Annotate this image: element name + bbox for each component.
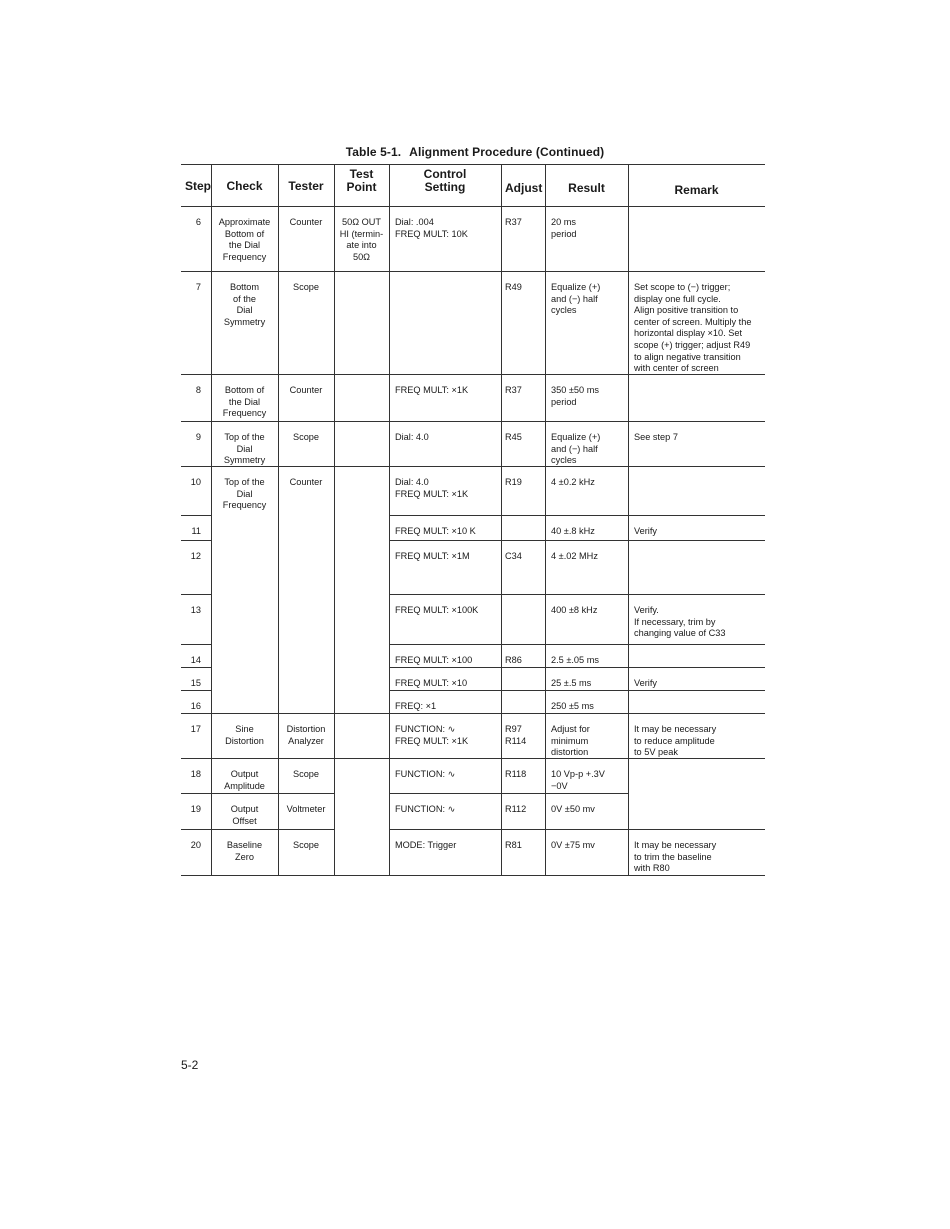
cell-step: 13	[190, 605, 201, 615]
cell-check: Baseline Zero	[226, 840, 263, 862]
table-top-rule	[181, 164, 765, 165]
row-rule	[181, 793, 334, 794]
header-control: Control Setting	[423, 167, 467, 194]
column-divider	[545, 164, 546, 875]
cell-check: Sine Distortion	[225, 724, 264, 746]
cell-result: 25 ±.5 ms	[551, 678, 592, 688]
alignment-procedure-table	[181, 164, 765, 875]
cell-remark: It may be necessary to reduce amplitude to 5V peak	[634, 724, 717, 758]
row-rule	[181, 758, 334, 759]
cell-control: Dial: .004 FREQ MULT: 10K	[395, 217, 468, 239]
cell-control: Dial: 4.0	[395, 432, 429, 442]
table-title-text: Alignment Procedure (Continued)	[409, 145, 605, 159]
page-number: 5-2	[181, 1058, 199, 1072]
row-rule	[181, 515, 211, 516]
cell-check: Bottom of the Dial Symmetry	[223, 282, 266, 327]
column-divider	[211, 164, 212, 875]
header-tester: Tester	[288, 179, 324, 193]
cell-result: 4 ±0.2 kHz	[551, 477, 595, 487]
cell-step: 9	[195, 432, 201, 442]
cell-remark: Verify	[634, 526, 657, 536]
header-step: Step	[185, 179, 212, 193]
row-rule	[389, 690, 765, 691]
cell-control: FREQ MULT: ×1M	[395, 551, 470, 561]
header-remark: Remark	[674, 183, 719, 197]
row-rule	[389, 644, 765, 645]
cell-control: Dial: 4.0 FREQ MULT: ×1K	[395, 477, 469, 499]
cell-tester: Scope	[292, 282, 320, 292]
cell-adjust: R118	[505, 769, 527, 779]
header-test-point: Test Point	[346, 167, 377, 194]
header-bottom-rule	[181, 206, 765, 207]
row-rule	[181, 713, 765, 714]
cell-step: 20	[190, 840, 201, 850]
cell-adjust: R37	[505, 217, 522, 227]
table-bottom-rule	[181, 875, 765, 876]
cell-result: 400 ±8 kHz	[551, 605, 598, 615]
cell-tester: Scope	[292, 840, 320, 850]
row-rule	[389, 667, 765, 668]
row-rule	[389, 793, 628, 794]
cell-tester: Scope	[292, 432, 320, 442]
cell-step: 18	[190, 769, 201, 779]
column-divider	[334, 164, 335, 875]
cell-control: FUNCTION: ∿ FREQ MULT: ×1K	[395, 724, 469, 746]
row-rule	[181, 271, 765, 272]
cell-step: 15	[190, 678, 201, 688]
cell-control: FUNCTION: ∿	[395, 769, 456, 779]
cell-step: 10	[190, 477, 201, 487]
row-rule	[181, 374, 765, 375]
cell-adjust: C34	[505, 551, 522, 561]
row-rule	[181, 540, 211, 541]
row-rule	[389, 594, 765, 595]
table-title-label: Table 5-1.	[345, 145, 402, 159]
cell-result: 40 ±.8 kHz	[551, 526, 595, 536]
cell-adjust: R97 R114	[505, 724, 527, 746]
cell-check: Top of the Dial Symmetry	[223, 432, 266, 466]
cell-step: 17	[190, 724, 201, 734]
row-rule	[389, 540, 765, 541]
cell-test-point: 50Ω OUT HI (termin- ate into 50Ω	[339, 217, 384, 262]
row-rule	[389, 829, 765, 830]
cell-adjust: R81	[505, 840, 522, 850]
cell-control: FREQ MULT: ×100K	[395, 605, 479, 615]
cell-remark: Verify	[634, 678, 657, 688]
column-divider	[389, 164, 390, 875]
cell-remark: It may be necessary to trim the baseline with R80	[634, 840, 717, 874]
cell-remark: Set scope to (−) trigger; display one full cycle. Align positive transition to center of screen. Multiply the horizontal display ×10. Set scope (+) trigger; adjust R49 to align negative transition with center of screen	[634, 282, 752, 374]
cell-step: 16	[190, 701, 201, 711]
cell-result: 350 ±50 ms period	[551, 385, 599, 407]
cell-control: FUNCTION: ∿	[395, 804, 456, 814]
cell-control: MODE: Trigger	[395, 840, 457, 850]
cell-step: 19	[190, 804, 201, 814]
cell-check: Bottom of the Dial Frequency	[222, 385, 267, 419]
cell-step: 8	[195, 385, 201, 395]
cell-tester: Distortion Analyzer	[286, 724, 326, 746]
cell-check: Approximate Bottom of the Dial Frequency	[218, 217, 271, 262]
cell-control: FREQ MULT: ×10	[395, 678, 468, 688]
cell-check: Top of the Dial Frequency	[222, 477, 267, 511]
row-rule	[181, 690, 211, 691]
cell-step: 14	[190, 655, 201, 665]
cell-result: Equalize (+) and (−) half cycles	[551, 282, 601, 316]
cell-check: Output Amplitude	[224, 769, 265, 791]
cell-remark: Verify. If necessary, trim by changing value of C33	[634, 605, 726, 639]
cell-result: 10 Vp-p +.3V −0V	[551, 769, 605, 791]
row-rule	[181, 829, 334, 830]
cell-adjust: R112	[505, 804, 527, 814]
cell-adjust: R49	[505, 282, 522, 292]
row-rule	[181, 644, 211, 645]
column-divider	[628, 164, 629, 875]
row-rule	[389, 515, 765, 516]
cell-adjust: R45	[505, 432, 522, 442]
cell-tester: Scope	[292, 769, 320, 779]
cell-tester: Voltmeter	[286, 804, 326, 814]
cell-tester: Counter	[289, 477, 323, 487]
column-divider	[278, 164, 279, 875]
cell-adjust: R86	[505, 655, 522, 665]
cell-result: 20 ms period	[551, 217, 577, 239]
cell-adjust: R19	[505, 477, 522, 487]
cell-result: 0V ±75 mv	[551, 840, 595, 850]
cell-result: Adjust for minimum distortion	[551, 724, 590, 758]
row-rule	[181, 667, 211, 668]
row-rule	[181, 466, 765, 467]
header-adjust: Adjust	[505, 181, 543, 195]
cell-result: Equalize (+) and (−) half cycles	[551, 432, 601, 466]
cell-control: FREQ MULT: ×1K	[395, 385, 469, 395]
cell-result: 0V ±50 mv	[551, 804, 595, 814]
cell-adjust: R37	[505, 385, 522, 395]
cell-tester: Counter	[289, 217, 323, 227]
cell-remark: See step 7	[634, 432, 678, 442]
cell-result: 4 ±.02 MHz	[551, 551, 598, 561]
row-rule	[181, 421, 765, 422]
cell-control: FREQ MULT: ×100	[395, 655, 473, 665]
cell-control: FREQ MULT: ×10 K	[395, 526, 476, 536]
row-rule	[181, 594, 211, 595]
cell-result: 2.5 ±.05 ms	[551, 655, 599, 665]
header-result: Result	[568, 181, 605, 195]
cell-tester: Counter	[289, 385, 323, 395]
table-title	[0, 145, 950, 159]
column-divider	[501, 164, 502, 875]
cell-result: 250 ±5 ms	[551, 701, 594, 711]
cell-step: 11	[191, 526, 201, 536]
cell-step: 6	[195, 217, 201, 227]
header-check: Check	[226, 179, 263, 193]
cell-control: FREQ: ×1	[395, 701, 437, 711]
cell-check: Output Offset	[230, 804, 259, 826]
cell-step: 12	[190, 551, 201, 561]
cell-step: 7	[195, 282, 201, 292]
